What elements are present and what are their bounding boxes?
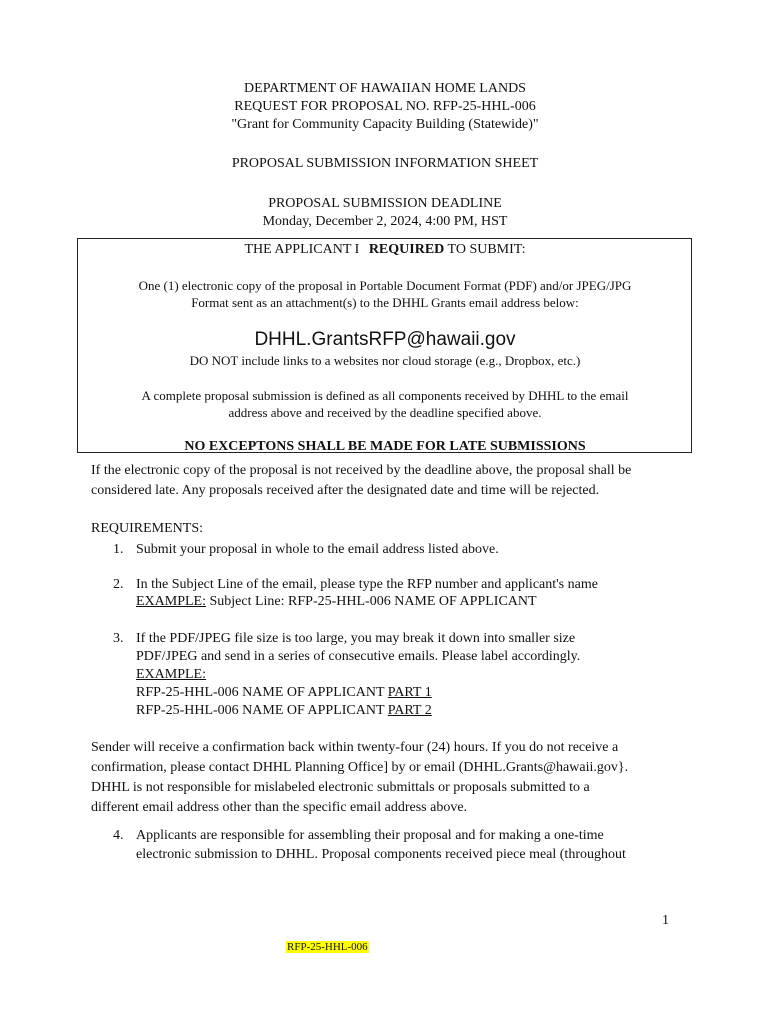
required-suffix: TO SUBMIT:: [447, 242, 526, 257]
item-text: PDF/JPEG and send in a series of consecutive emails. Please label accordingly.: [136, 649, 581, 664]
complete-line-2: address above and received by the deadline specified above.: [228, 405, 542, 420]
dept-title: DEPARTMENT OF HAWAIIAN HOME LANDS: [244, 81, 526, 96]
grant-title: "Grant for Community Capacity Building (Statewide)": [231, 117, 539, 132]
late-line-1: If the electronic copy of the proposal is not received by the deadline above, the proposal shall be: [91, 463, 632, 478]
late-line-2: considered late. Any proposals received after the designated date and time will be rejected.: [91, 483, 600, 498]
page-number: 1: [662, 913, 669, 928]
doc-tag-highlight: RFP-25-HHL-006: [287, 941, 368, 953]
example-text: RFP-25-HHL-006 NAME OF APPLICANT: [136, 685, 388, 700]
confirmation-line-1: Sender will receive a confirmation back within twenty-four (24) hours. If you do not receive a: [91, 740, 619, 755]
confirmation-line-2: confirmation, please contact DHHL Planning Office] by or email (DHHL.Grants@hawaii.gov}.: [91, 760, 629, 775]
example-part: PART 1: [387, 685, 432, 700]
copy-line-2: Format sent as an attachment(s) to the DHHL Grants email address below:: [191, 295, 579, 310]
item-number: 3.: [113, 631, 124, 646]
rfp-number: REQUEST FOR PROPOSAL NO. RFP-25-HHL-006: [234, 99, 536, 114]
confirmation-line-4: different email address other than the specific email address above.: [91, 800, 468, 815]
deadline-label: PROPOSAL SUBMISSION DEADLINE: [268, 196, 502, 211]
deadline-value: Monday, December 2, 2024, 4:00 PM, HST: [262, 214, 508, 229]
sheet-title: PROPOSAL SUBMISSION INFORMATION SHEET: [231, 156, 539, 171]
requirements-heading: REQUIREMENTS:: [91, 521, 203, 536]
item-text: electronic submission to DHHL. Proposal components received piece meal (throughout: [136, 847, 626, 862]
grants-email[interactable]: DHHL.GrantsRFP@hawaii.gov: [254, 329, 516, 350]
example-label: EXAMPLE:: [136, 667, 206, 682]
required-prefix: THE APPLICANT I: [244, 242, 360, 257]
no-links-note: DO NOT include links to a websites nor cloud storage (e.g., Dropbox, etc.): [189, 353, 581, 368]
item-text: In the Subject Line of the email, please type the RFP number and applicant's name: [136, 577, 598, 592]
complete-line-1: A complete proposal submission is defined as all components received by DHHL to the email: [141, 388, 629, 403]
item-number: 4.: [113, 828, 124, 843]
item-text: Submit your proposal in whole to the email address listed above.: [136, 542, 499, 557]
no-exceptions-note: NO EXCEPTONS SHALL BE MADE FOR LATE SUBMISSIONS: [184, 439, 586, 454]
required-line: [0, 241, 770, 259]
item-text: Applicants are responsible for assembling their proposal and for making a one-time: [136, 828, 604, 843]
item-number: 1.: [113, 542, 124, 557]
item-number: 2.: [113, 577, 124, 592]
example-text: Subject Line: RFP-25-HHL-006 NAME OF APPLICANT: [206, 594, 537, 609]
item-text: If the PDF/JPEG file size is too large, you may break it down into smaller size: [136, 631, 576, 646]
required-bold: REQUIRED: [368, 242, 445, 257]
copy-line-1: One (1) electronic copy of the proposal in Portable Document Format (PDF) and/or JPEG/JPG: [138, 278, 632, 293]
confirmation-line-3: DHHL is not responsible for mislabeled electronic submittals or proposals submitted to a: [91, 780, 590, 795]
footer-doc-tag: [286, 940, 369, 954]
example-text: RFP-25-HHL-006 NAME OF APPLICANT: [136, 703, 388, 718]
example-part: PART 2: [387, 703, 432, 718]
example-label: EXAMPLE:: [136, 594, 206, 609]
